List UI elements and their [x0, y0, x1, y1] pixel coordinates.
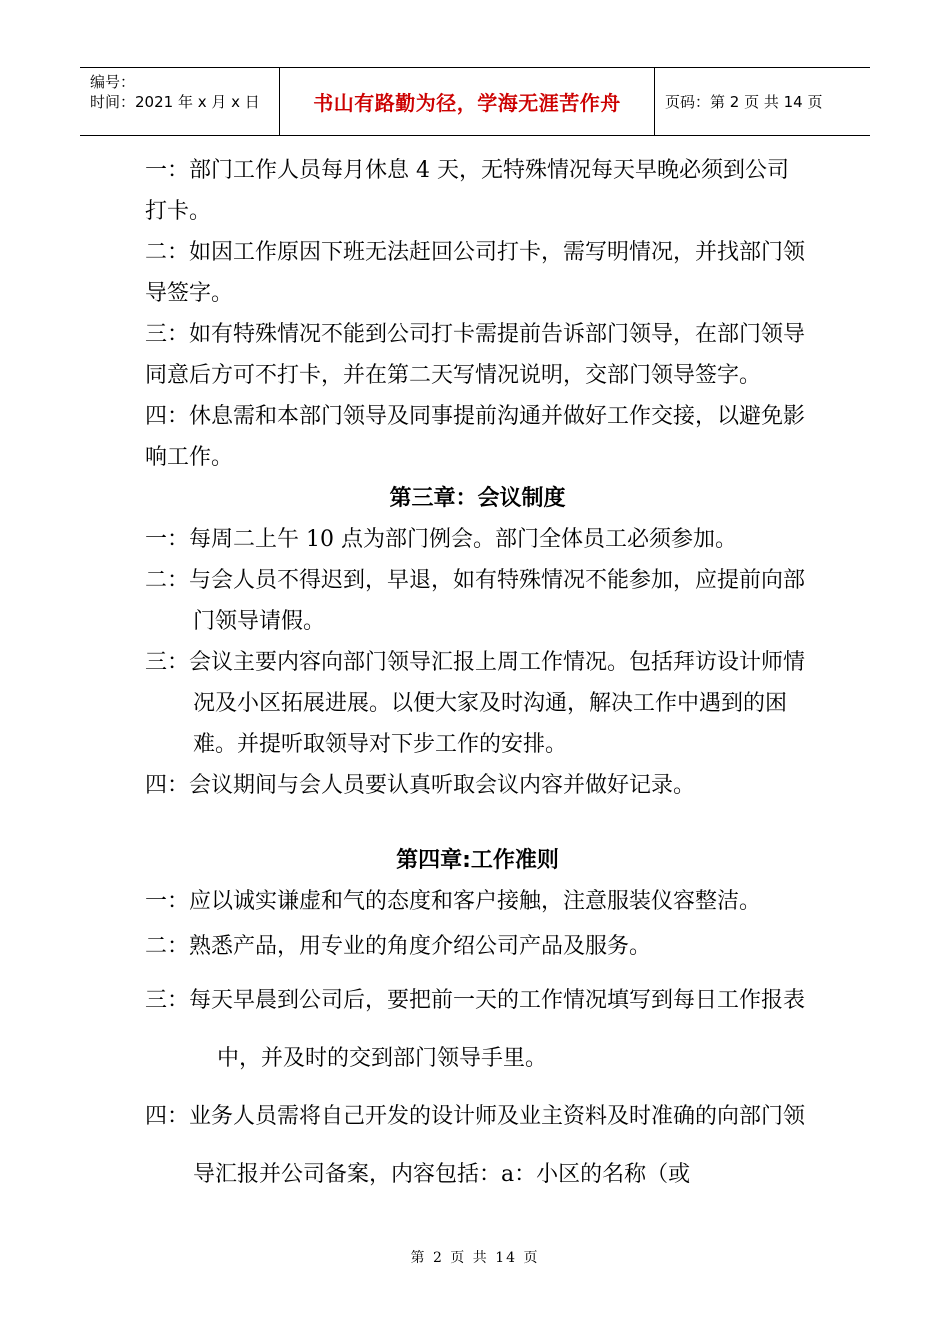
rest-rule-1: 一：部门工作人员每月休息 4 天，无特殊情况每天早晚必须到公司打卡。 — [145, 158, 789, 224]
page-header — [80, 67, 870, 136]
meeting-rule-3: 三：会议主要内容向部门领导汇报上周工作情况。包括拜访设计师情况及小区拓展进展。以便大家及时沟通，解决工作中遇到的困难。并提听取领导对下步工作的安排。 — [145, 650, 806, 757]
chapter-3-title: 第三章：会议制度 — [389, 486, 566, 511]
spacer — [145, 806, 810, 840]
work-rule-4: 四：业务人员需将自己开发的设计师及业主资料及时准确的向部门领导汇报并公司备案，内容包括：a：小区的名称（或 — [145, 1104, 806, 1187]
header-motto: 书山有路勤为径，学海无涯苦作舟 — [280, 68, 655, 135]
document-body — [145, 150, 810, 1204]
header-page-info: 页码：第 2 页 共 14 页 — [665, 93, 823, 111]
document-number: 编号： — [90, 73, 136, 91]
rest-rule-2: 二：如因工作原因下班无法赶回公司打卡，需写明情况，并找部门领导签字。 — [145, 240, 806, 306]
meeting-rule-1: 一：每周二上午 10 点为部门例会。部门全体员工必须参加。 — [145, 527, 737, 552]
document-time: 时间：2021 年 x 月 x 日 — [90, 93, 260, 111]
work-rule-1: 一：应以诚实谦虚和气的态度和客户接触，注意服装仪容整洁。 — [145, 889, 762, 914]
meeting-rule-4: 四：会议期间与会人员要认真听取会议内容并做好记录。 — [145, 773, 696, 798]
work-rule-2: 二：熟悉产品，用专业的角度介绍公司产品及服务。 — [145, 934, 652, 959]
rest-rule-3: 三：如有特殊情况不能到公司打卡需提前告诉部门领导，在部门领导同意后方可不打卡，并在第二天写情况说明，交部门领导签字。 — [145, 322, 806, 388]
work-rule-3: 三：每天早晨到公司后，要把前一天的工作情况填写到每日工作报表中，并及时的交到部门领导手里。 — [145, 988, 806, 1071]
header-meta — [80, 68, 280, 135]
page-footer: 第 2 页 共 14 页 — [410, 1250, 540, 1266]
chapter-4-title: 第四章:工作准则 — [396, 848, 559, 873]
rest-rule-4: 四：休息需和本部门领导及同事提前沟通并做好工作交接，以避免影响工作。 — [145, 404, 806, 470]
meeting-rule-2: 二：与会人员不得迟到，早退，如有特殊情况不能参加，应提前向部门领导请假。 — [145, 568, 806, 634]
